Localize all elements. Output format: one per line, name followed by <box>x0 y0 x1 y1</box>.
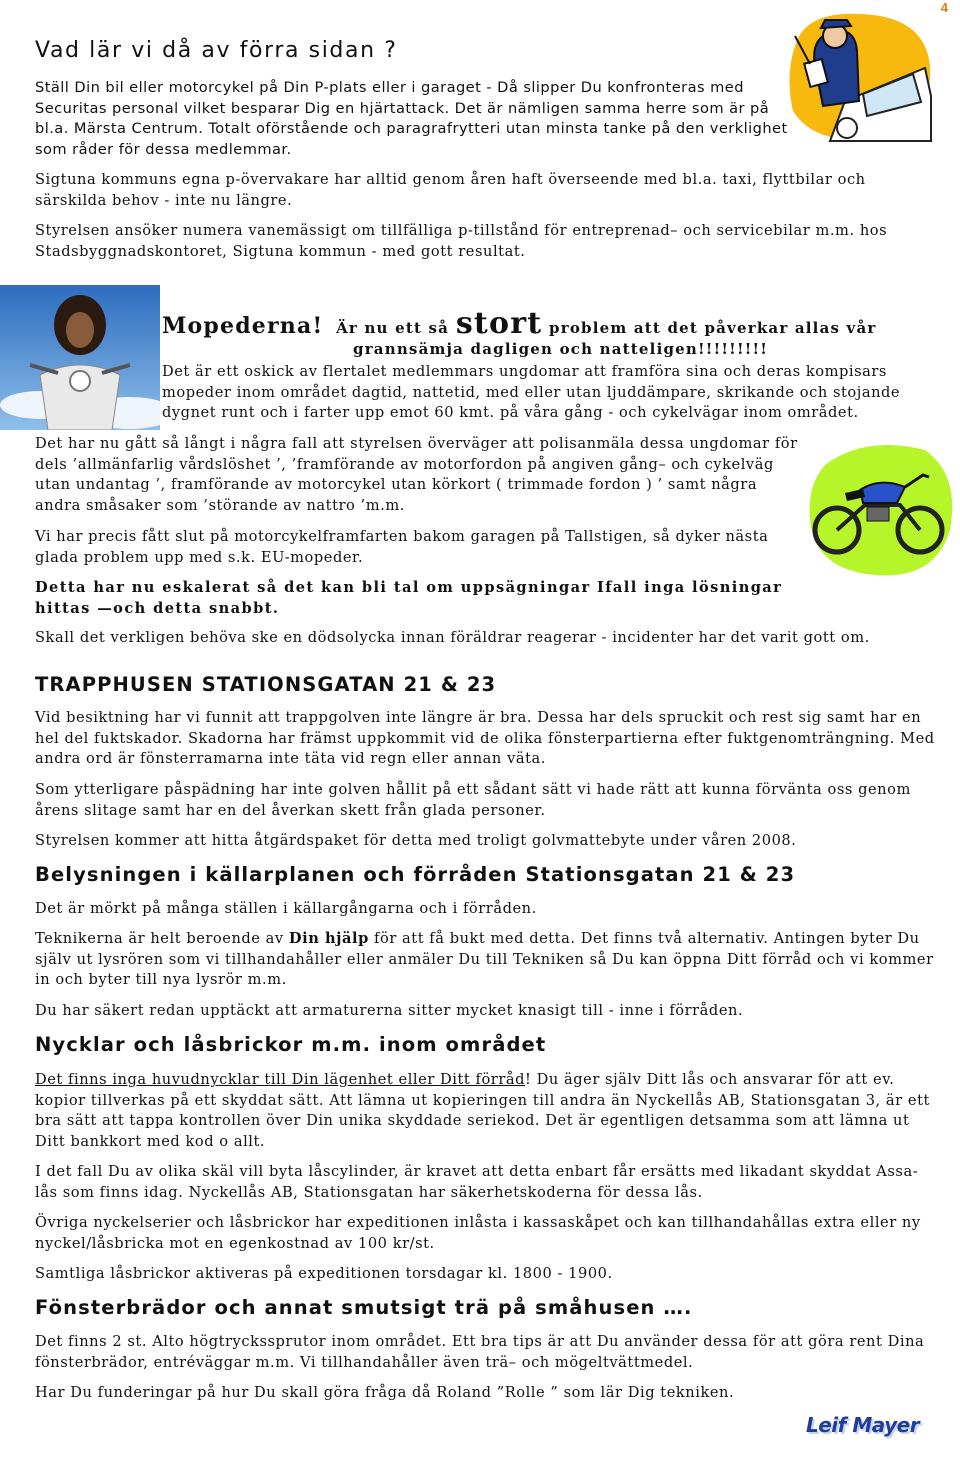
section-title-stairwells: TRAPPHUSEN STATIONSGATAN 21 & 23 <box>35 673 497 696</box>
section-title-windowsills: Fönsterbrädor och annat smutsigt trä på småhusen …. <box>35 1296 693 1319</box>
windowsills-paragraph-2: Har Du funderingar på hur Du skall göra fråga då Roland ”Rolle ” som lär Dig tekniken. <box>35 1384 735 1401</box>
mopeds-heading: Mopederna <box>162 313 313 339</box>
section-title-parking: Vad lär vi då av förra sidan ? <box>35 38 398 63</box>
lighting-text-rest: för att få bukt med detta. Det finns två alternativ. Antingen byter Du själv ut lysrören som vi tillhandahåller eller anmäler Du till Tekniken så Du kan öppna Ditt förråd och vi kommer in och byter till nya lysrör m.m. <box>35 930 934 988</box>
mopeds-paragraph-3: Vi har precis fått slut på motorcykelframfarten bakom garagen på Tallstigen, så dyker nästa glada problem upp med s.k. EU-mopeder. <box>35 528 769 566</box>
stairwells-paragraph-3: Styrelsen kommer att hitta åtgärdspaket för detta med troligt golvmattebyte under våren 2008. <box>35 832 797 849</box>
lighting-text: Teknikerna är helt beroende av <box>35 930 289 947</box>
parking-paragraph-2: Sigtuna kommuns egna p-övervakare har alltid genom åren haft överseende med bl.a. taxi, flyttbilar och särskilda behov - inte nu längre. <box>35 171 866 209</box>
keys-underlined: Det finns inga huvudnycklar till Din lägenhet eller Ditt förråd <box>35 1071 525 1088</box>
keys-paragraph-4: Samtliga låsbrickor aktiveras på expeditionen torsdagar kl. 1800 - 1900. <box>35 1265 613 1282</box>
signature: Leif Mayer <box>806 1413 920 1437</box>
lighting-paragraph-2 <box>35 929 935 991</box>
lighting-paragraph-3: Du har säkert redan upptäckt att armaturerna sitter mycket knasigt till - inne i förråden. <box>35 1002 744 1019</box>
section-title-lighting: Belysningen i källarplanen och förråden Stationsgatan 21 & 23 <box>35 863 796 886</box>
mopeds-heading-excl: ! <box>312 313 324 339</box>
section-title-keys: Nycklar och låsbrickor m.m. inom området <box>35 1033 547 1056</box>
mopeds-heading-part: Är nu ett så <box>336 319 450 337</box>
mopeds-heading-line2: grannsämja dagligen och natteligen <box>353 340 699 358</box>
parking-paragraph-1: Ställ Din bil eller motorcykel på Din P-plats eller i garaget - Då slipper Du konfronteras med Securitas personal vilket besparar Dig en hjärtattack. Det är nämligen samma herre som är på bl.a. Märsta Centrum. Totalt oförstående och paragrafrytteri utan minsta tanke på den verklighet som råder för dessa medlemmar. <box>35 79 788 158</box>
parking-attendant-illustration <box>785 6 935 146</box>
page-number: 4 <box>940 0 948 15</box>
mopeds-paragraph-5: Skall det verkligen behöva ske en dödsolycka innan föräldrar reagerar - incidenter har det varit gott om. <box>35 629 870 646</box>
motorcycle-illustration <box>805 435 955 580</box>
keys-paragraph-3: Övriga nyckelserier och låsbrickor har expeditionen inlåsta i kassaskåpet och kan tillhandahållas extra eller ny nyckel/låsbricka mot en egenkostnad av 100 kr/st. <box>35 1214 921 1252</box>
keys-text: ! Du äger själv Ditt lås och ansvarar för att ev. kopior tillverkas på ett skyddat sätt. Att lämna ut kopieringen till andra än Nyckellås AB, Stationsgatan 3, är ett bra sätt att tappa kontrollen över Din unika skyddade seriekod. Det är egentligen detsamma som att lämna ut Ditt bankkort med kod o allt. <box>35 1071 930 1150</box>
keys-paragraph-2: I det fall Du av olika skäl vill byta låscylinder, är kravet att detta enbart får ersätts med likadant skyddat Assa-lås som finns idag. Nyckellås AB, Stationsgatan har säkerhetskoderna för dessa lås. <box>35 1163 919 1201</box>
mopeds-paragraph-1: Det är ett oskick av flertalet medlemmars ungdomar att framföra sina och deras kompisars mopeder inom området dagtid, nattetid, med eller utan ljuddämpare, skrikande och stojande dygnet runt och i farter upp emot 60 kmt. på våra gång - och cykelvägar inom området. <box>162 363 901 421</box>
scooter-photo <box>0 285 160 430</box>
mopeds-heading-big: stort <box>455 306 543 341</box>
windowsills-paragraph-1: Det finns 2 st. Alto högtryckssprutor inom området. Ett bra tips är att Du använder dessa för att göra rent Dina fönsterbrädor, entréväggar m.m. Vi tillhandahåller även trä– och mögeltvättmedel. <box>35 1333 925 1371</box>
parking-paragraph-3: Styrelsen ansöker numera vanemässigt om tillfälliga p-tillstånd för entreprenad– och servicebilar m.m. hos Stadsbyggnadskontoret, Sigtuna kommun - med gott resultat. <box>35 222 888 260</box>
lighting-paragraph-1: Det är mörkt på många ställen i källargångarna och i förråden. <box>35 900 537 917</box>
keys-paragraph-1 <box>35 1070 935 1152</box>
lighting-emphasis: Din hjälp <box>288 930 369 947</box>
stairwells-paragraph-2: Som ytterligare påspädning har inte golven hållit på ett sådant sätt vi hade rätt att kunna förvänta oss genom årens slitage samt har en del åverkan skett från glada personer. <box>35 781 911 819</box>
mopeds-heading-exclamations: !!!!!!!!! <box>698 340 769 358</box>
mopeds-paragraph-4: Detta har nu eskalerat så det kan bli tal om uppsägningar Ifall inga lösningar hittas —och detta snabbt. <box>35 579 783 617</box>
stairwells-paragraph-1: Vid besiktning har vi funnit att trappgolven inte längre är bra. Dessa har dels spruckit och rest sig samt har en hel del fuktskador. Skadorna har främst uppkommit vid de olika fönsterpartierna efter fuktgenomträngning. Med andra ord är fönsterramarna inte täta vid regn eller annan väta. <box>35 709 935 767</box>
mopeds-heading-part-2: problem att det påverkar allas vår <box>549 319 877 337</box>
mopeds-paragraph-2: Det har nu gått så långt i några fall att styrelsen överväger att polisanmäla dessa ungdomar för dels ’allmänfarlig vårdslöshet ’, ’framförande av motorfordon på angiven gång– och cykelväg utan undantag ’, framförande av motorcykel utan körkort ( trimmade fordon ) ’ samt några andra småsaker som ’störande av nattro ’m.m. <box>35 435 798 514</box>
